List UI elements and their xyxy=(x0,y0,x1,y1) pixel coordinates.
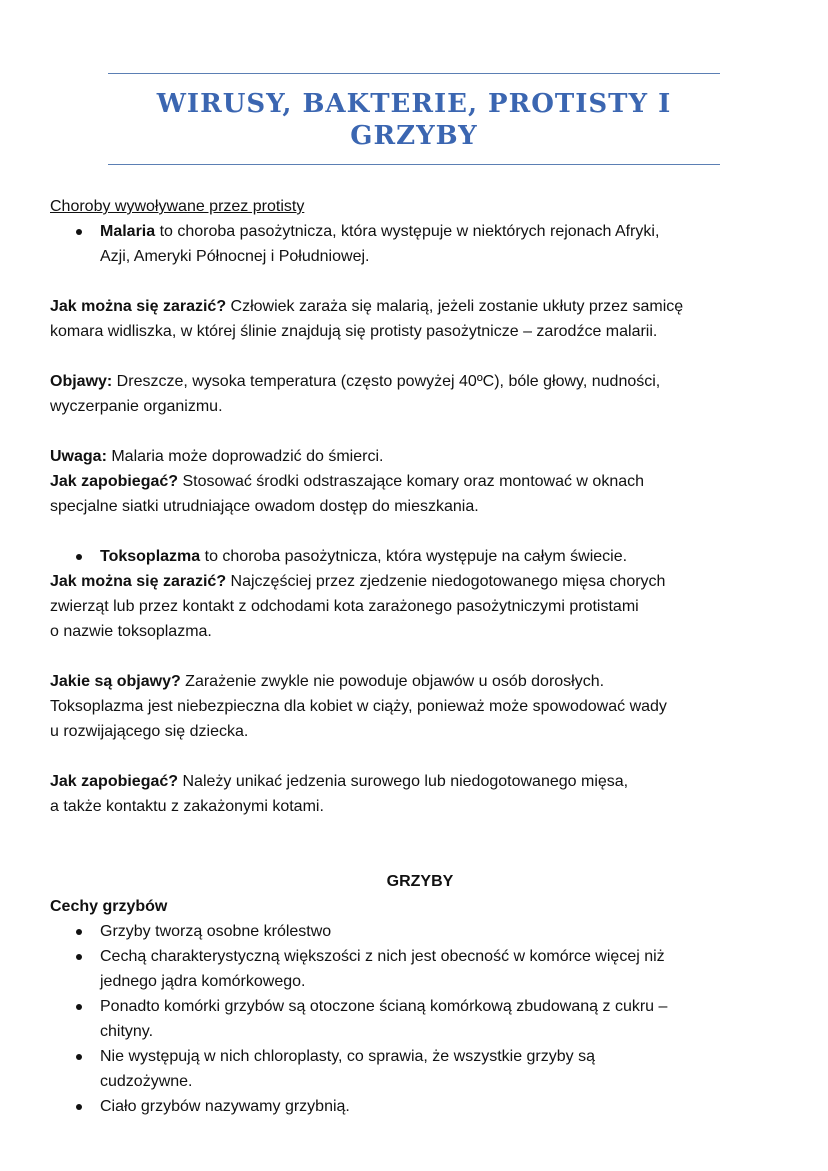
label-symptoms: Objawy: xyxy=(50,373,113,390)
fungi-item-5 xyxy=(50,1094,790,1119)
fungi-item-text: Nie występują w nich chloroplasty, co sprawia, że wszystkie grzyby są xyxy=(100,1048,595,1065)
toxoplasma-name: Toksoplazma xyxy=(100,548,201,565)
infection-text-2-end: o nazwie toksoplazma. xyxy=(50,623,212,640)
malaria-desc: to choroba pasożytnicza, która występuje w niektórych rejonach Afryki, xyxy=(155,223,660,240)
symptoms-text-2-cont: Toksoplazma jest niebezpieczna dla kobiet w ciąży, ponieważ może spowodować wady xyxy=(50,698,667,715)
malaria-desc-cont: Azji, Ameryki Północnej i Południowej. xyxy=(100,248,370,265)
infection-text-2: Najczęściej przez zjedzenie niedogotowanego mięsa chorych xyxy=(226,573,666,590)
prevention-text: Stosować środki odstraszające komary oraz montować w oknach xyxy=(178,473,645,490)
infection-text: Człowiek zaraża się malarią, jeżeli zostanie ukłuty przez samicę xyxy=(226,298,684,315)
question-symptoms-2: Jakie są objawy? xyxy=(50,673,181,690)
fungi-item-2 xyxy=(50,944,790,994)
symptoms-text-2: Zarażenie zwykle nie powoduje objawów u osób dorosłych. xyxy=(180,673,605,690)
section-heading-protists: Choroby wywoływane przez protisty xyxy=(50,198,305,215)
page-title xyxy=(100,88,728,152)
fungi-item-1 xyxy=(50,919,790,944)
question-infection: Jak można się zarazić? xyxy=(50,298,227,315)
paragraph-infection-toxoplasma xyxy=(50,569,790,644)
paragraph-note xyxy=(50,444,790,469)
paragraph-symptoms-toxoplasma xyxy=(50,669,790,744)
list-item-malaria xyxy=(50,219,790,269)
paragraph-prevention-toxoplasma xyxy=(50,769,790,819)
note-text: Malaria może doprowadzić do śmierci. xyxy=(106,448,384,465)
fungi-item-text-cont: jednego jądra komórkowego. xyxy=(100,973,306,990)
fungi-item-3 xyxy=(50,994,790,1044)
top-rule xyxy=(108,73,720,74)
malaria-name: Malaria xyxy=(100,223,156,240)
symptoms-text: Dreszcze, wysoka temperatura (często powyżej 40ºC), bóle głowy, nudności, xyxy=(112,373,661,390)
question-prevention: Jak zapobiegać? xyxy=(50,473,179,490)
toxoplasma-desc: to choroba pasożytnicza, która występuje na całym świecie. xyxy=(200,548,628,565)
prevention-text-2-cont: a także kontaktu z zakażonymi kotami. xyxy=(50,798,324,815)
label-note: Uwaga: xyxy=(50,448,107,465)
question-prevention-2: Jak zapobiegać? xyxy=(50,773,179,790)
fungi-item-text: Cechą charakterystyczną większości z nich jest obecność w komórce więcej niż xyxy=(100,948,665,965)
fungi-item-text: Ciało grzybów nazywamy grzybnią. xyxy=(100,1098,350,1115)
section-heading-fungi: GRZYBY xyxy=(386,873,454,890)
fungi-item-text-cont: cudzożywne. xyxy=(100,1073,193,1090)
bottom-rule xyxy=(108,164,720,165)
symptoms-text-cont: wyczerpanie organizmu. xyxy=(50,398,223,415)
fungi-subheading: Cechy grzybów xyxy=(50,898,168,915)
prevention-text-2: Należy unikać jedzenia surowego lub niedogotowanego mięsa, xyxy=(178,773,629,790)
paragraph-prevention-malaria xyxy=(50,469,790,519)
question-infection-2: Jak można się zarazić? xyxy=(50,573,227,590)
title-line-1: WIRUSY, BAKTERIE, PROTISTY I xyxy=(156,89,672,119)
paragraph-infection-malaria xyxy=(50,294,790,344)
symptoms-text-2-end: u rozwijającego się dziecka. xyxy=(50,723,249,740)
title-line-2: GRZYBY xyxy=(350,121,478,151)
fungi-item-text-cont: chityny. xyxy=(100,1023,154,1040)
fungi-item-4 xyxy=(50,1044,790,1094)
list-item-toxoplasma xyxy=(50,544,790,569)
infection-text-cont: komara widliszka, w której ślinie znajdują się protisty pasożytnicze – zarodźce malarii. xyxy=(50,323,658,340)
fungi-item-text: Ponadto komórki grzybów są otoczone ścianą komórkową zbudowaną z cukru – xyxy=(100,998,668,1015)
document-body xyxy=(50,194,790,1119)
fungi-item-text: Grzyby tworzą osobne królestwo xyxy=(100,923,332,940)
paragraph-symptoms-malaria xyxy=(50,369,790,419)
infection-text-2-cont: zwierząt lub przez kontakt z odchodami kota zarażonego pasożytniczymi protistami xyxy=(50,598,639,615)
prevention-text-cont: specjalne siatki utrudniające owadom dostęp do mieszkania. xyxy=(50,498,479,515)
